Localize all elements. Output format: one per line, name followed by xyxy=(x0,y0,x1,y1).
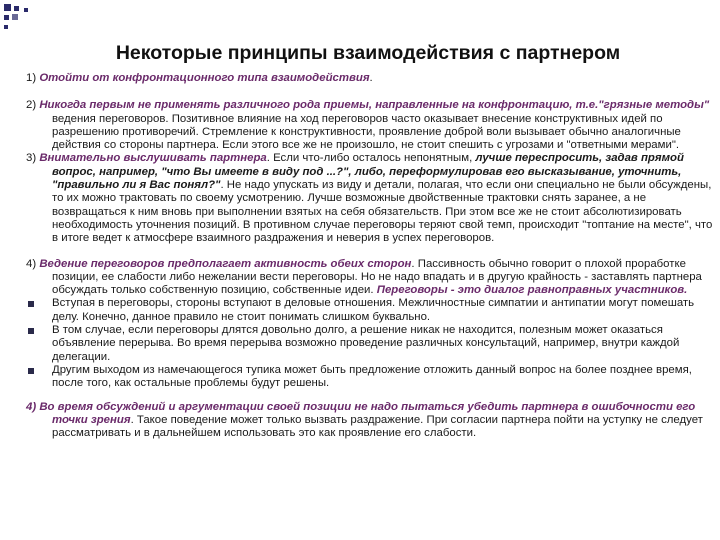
item-number: 4) xyxy=(26,257,37,270)
bullet-item xyxy=(26,364,714,391)
paragraph-text: . xyxy=(369,72,373,84)
paragraph-1 xyxy=(26,72,714,85)
bullet-icon xyxy=(26,364,52,378)
principle-heading: Во время обсуждений и аргументации своей позиции не надо пытаться убедить партнера в ошибочности его точки зрения xyxy=(39,400,696,426)
bullet-text: Вступая в переговоры, стороны вступают в деловые отношения. Межличностные симпатии и антипатии могут помешать делу. Конечно, данное правило не стоит понимать слишком буквально. xyxy=(52,297,695,323)
paragraph-text: ведения переговоров. Позитивное влияние на ход переговоров часто оказывает внесение конструктивных идей по разрешению противоречий. Стремление к конструктивности, проявление доброй воли вызывает обычно аналогичные действия со стороны партнера. Если этого все же не произошло, не стоит спешить с угрозами и "ответными мерами". xyxy=(52,112,681,152)
bullet-icon xyxy=(26,297,52,311)
item-number: 1) xyxy=(26,72,37,84)
bullet-item xyxy=(26,297,714,324)
paragraph-3 xyxy=(26,152,714,245)
item-number: 4) xyxy=(26,400,37,413)
item-number: 2) xyxy=(26,99,37,112)
document-body xyxy=(26,72,714,440)
paragraph-4 xyxy=(26,258,714,298)
paragraph-text: . Такое поведение может только вызвать раздражение. При согласии партнера пойти на уступку не следует рассматривать и в дальнейшем использовать это как проявление его слабости. xyxy=(52,413,703,440)
paragraph-text: . Пассивность обычно говорит о плохой проработке позиции, ее слабости либо нежелании вести переговоры. Но не надо впадать и в другую крайность - заставлять партнера обсуждать только собственную позицию, собственные идеи. xyxy=(52,257,702,297)
bullet-text: Другим выходом из намечающегося тупика может быть предложение отложить данный вопрос на более позднее время, после того, как остальные проблемы будут решены. xyxy=(52,363,692,390)
bullet-item xyxy=(26,324,714,364)
principle-heading: Внимательно выслушивать партнера xyxy=(39,152,267,165)
paragraph-2 xyxy=(26,99,714,152)
principle-heading: Никогда первым не применять различного рода приемы, направленные на конфронтацию, т.е."грязные методы" xyxy=(39,99,710,112)
paragraph-text: . Не надо упускать из виду и детали, полагая, что если они специально не были обсуждены, то их можно трактовать по своему усмотрению. Лучше возможные двойственные трактовки снять заранее, а не возвращаться к ним вновь при выполнении взятых на себя обязательств. При этом все же не стоит абсолютизировать необходимость уточнения позиций. В противном случае переговоры теряют свой темп, происходит "топтание на месте", что в итоге ведет к атмосфере взаимного раздражения и неверия в успех переговоров. xyxy=(52,179,713,245)
emphasized-text: лучше переспросить, задав прямой вопрос, например, "что Вы имеете в виду под ...?", либо, переформулировав его высказывание, уточнить, "правильно ли я Вас понял?" xyxy=(52,152,684,192)
page-title: Некоторые принципы взаимодействия с партнером xyxy=(115,42,621,64)
bullet-icon xyxy=(26,324,52,338)
principle-heading: Ведение переговоров предполагает активность обеих сторон xyxy=(39,257,412,270)
principle-heading: Отойти от конфронтационного типа взаимодействия xyxy=(39,72,370,84)
item-number: 3) xyxy=(26,152,37,165)
principle-heading: Переговоры - это диалог равноправных участников. xyxy=(376,284,688,297)
corner-decoration xyxy=(0,0,40,40)
bullet-text: В том случае, если переговоры длятся довольно долго, а решение никак не находится, полезным может оказаться объявление перерыва. Во время перерыва возможно проведение различных консультаций, например, внутри каждой делегации. xyxy=(52,324,680,363)
paragraph-5 xyxy=(26,401,714,441)
paragraph-text: . Если что-либо осталось непонятным, xyxy=(266,152,476,165)
